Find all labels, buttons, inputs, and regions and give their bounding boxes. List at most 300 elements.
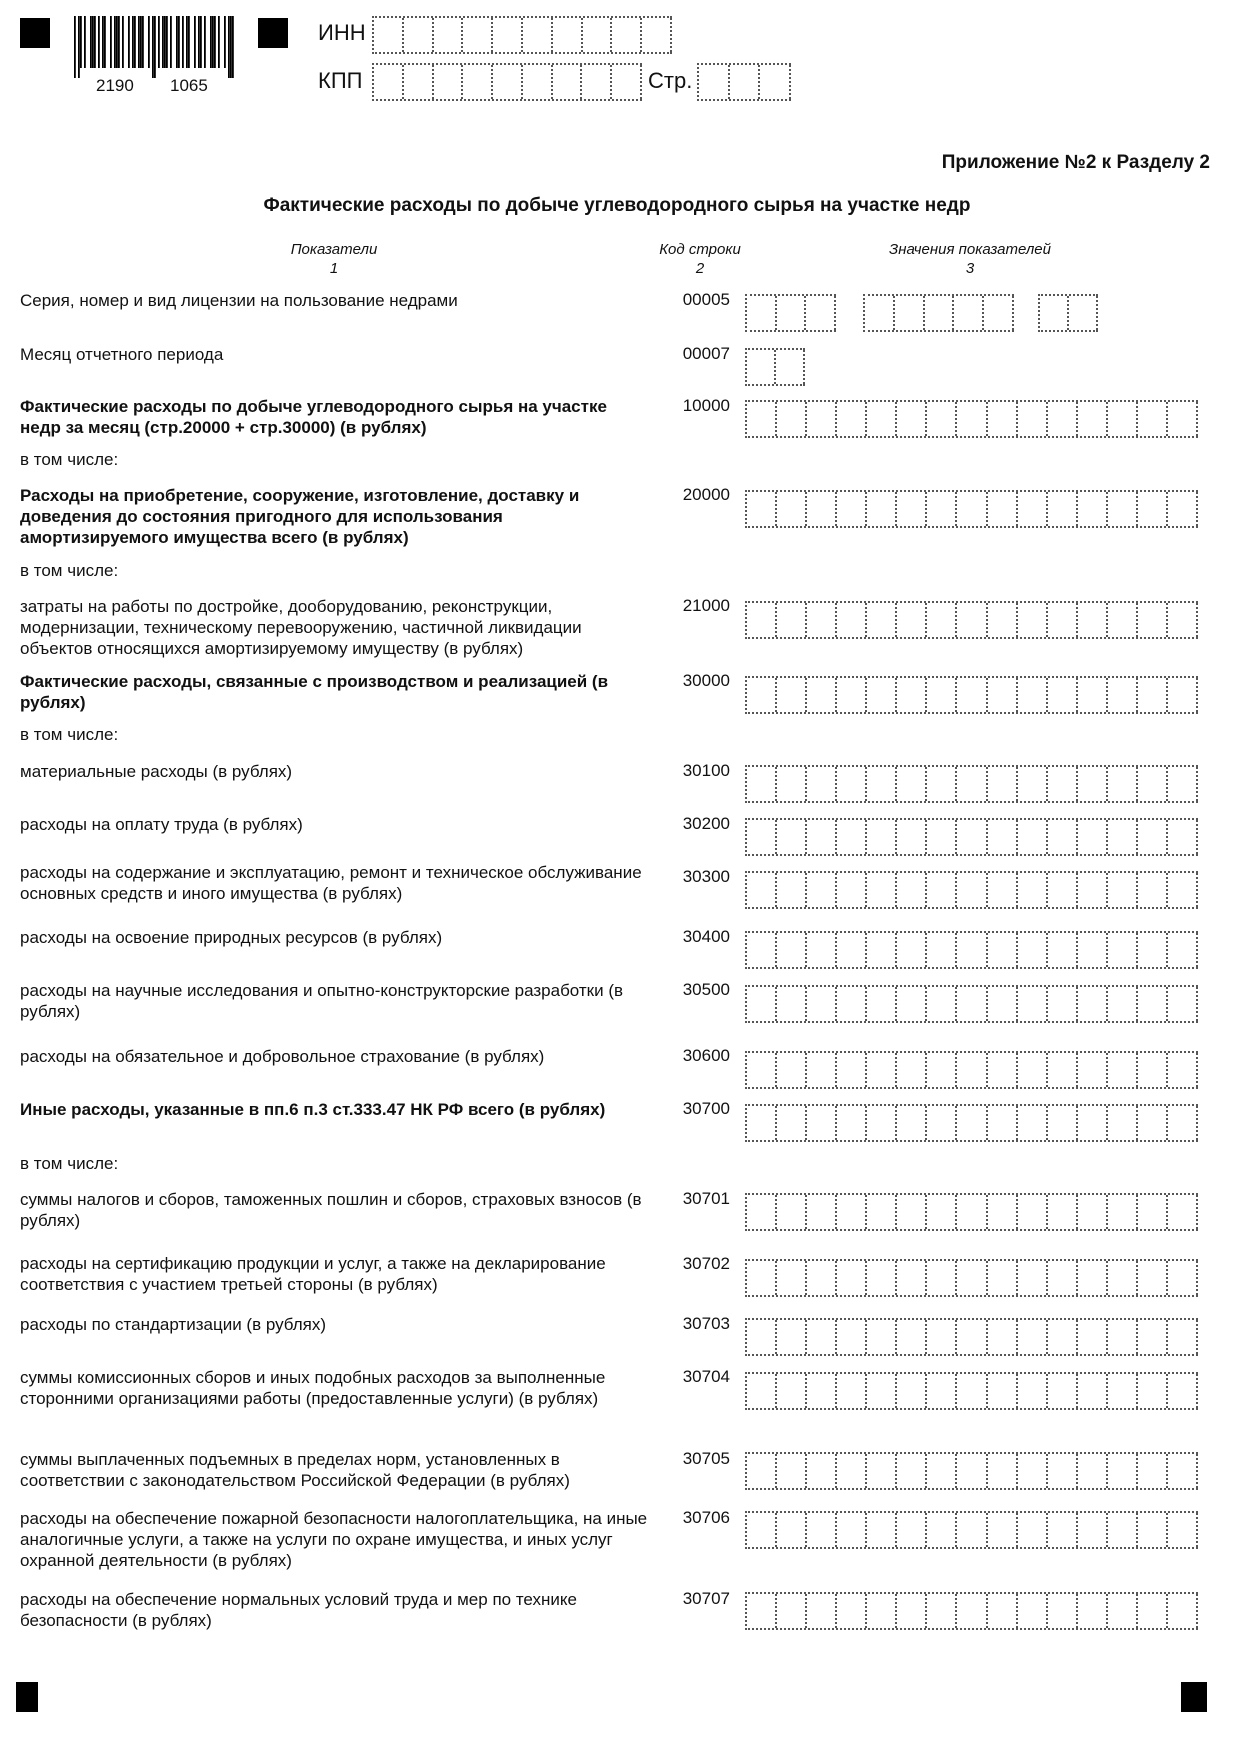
digit-cell[interactable] [1018, 820, 1048, 854]
digit-cell[interactable] [1078, 678, 1108, 712]
value-field-30300[interactable] [745, 871, 1198, 909]
digit-cell[interactable] [747, 1053, 777, 1087]
digit-cell[interactable] [1168, 1454, 1198, 1488]
digit-cell[interactable] [612, 65, 642, 99]
digit-cell[interactable] [957, 603, 987, 637]
value-field-30000[interactable] [745, 676, 1198, 714]
digit-cell[interactable] [434, 65, 464, 99]
digit-cell[interactable] [1018, 402, 1048, 436]
digit-cell[interactable] [747, 1261, 777, 1295]
digit-cell[interactable] [837, 1195, 867, 1229]
digit-cell[interactable] [837, 820, 867, 854]
value-field-21000[interactable] [745, 601, 1198, 639]
digit-cell[interactable] [927, 873, 957, 907]
digit-cell[interactable] [747, 1594, 777, 1628]
digit-cell[interactable] [927, 1454, 957, 1488]
digit-cell[interactable] [957, 987, 987, 1021]
digit-cell[interactable] [1108, 767, 1138, 801]
digit-cell[interactable] [807, 1594, 837, 1628]
digit-cell[interactable] [927, 603, 957, 637]
digit-cell[interactable] [865, 296, 895, 330]
digit-cell[interactable] [867, 1594, 897, 1628]
digit-cell[interactable] [1048, 820, 1078, 854]
digit-cell[interactable] [1108, 1594, 1138, 1628]
digit-cell[interactable] [837, 1053, 867, 1087]
digit-cell[interactable] [807, 767, 837, 801]
digit-cell[interactable] [1168, 1513, 1198, 1547]
digit-cell[interactable] [1138, 678, 1168, 712]
digit-cell[interactable] [1048, 402, 1078, 436]
digit-cell[interactable] [1048, 767, 1078, 801]
digit-cell[interactable] [747, 1513, 777, 1547]
digit-cell[interactable] [1078, 1513, 1108, 1547]
digit-cell[interactable] [1078, 1374, 1108, 1408]
digit-cell[interactable] [777, 603, 807, 637]
digit-cell[interactable] [1078, 1106, 1108, 1140]
digit-cell[interactable] [1108, 678, 1138, 712]
digit-cell[interactable] [747, 1374, 777, 1408]
page-number-field[interactable] [697, 63, 791, 101]
digit-cell[interactable] [897, 603, 927, 637]
digit-cell[interactable] [807, 1053, 837, 1087]
value-field-30700[interactable] [745, 1104, 1198, 1142]
value-field-30500[interactable] [745, 985, 1198, 1023]
digit-cell[interactable] [374, 18, 404, 52]
digit-cell[interactable] [1048, 1261, 1078, 1295]
digit-cell[interactable] [747, 296, 777, 330]
value-field-00007[interactable] [745, 348, 805, 386]
digit-cell[interactable] [1138, 1454, 1168, 1488]
digit-cell[interactable] [1048, 987, 1078, 1021]
digit-cell[interactable] [837, 1594, 867, 1628]
digit-cell[interactable] [1048, 1513, 1078, 1547]
digit-cell[interactable] [777, 1053, 807, 1087]
digit-cell[interactable] [1168, 873, 1198, 907]
value-field-10000[interactable] [745, 400, 1198, 438]
digit-cell[interactable] [807, 1320, 837, 1354]
digit-cell[interactable] [807, 1513, 837, 1547]
digit-cell[interactable] [867, 1053, 897, 1087]
digit-cell[interactable] [777, 1261, 807, 1295]
digit-cell[interactable] [553, 18, 583, 52]
digit-cell[interactable] [777, 767, 807, 801]
digit-cell[interactable] [1048, 1053, 1078, 1087]
digit-cell[interactable] [1078, 873, 1108, 907]
digit-cell[interactable] [1069, 296, 1098, 330]
digit-cell[interactable] [1168, 1053, 1198, 1087]
digit-cell[interactable] [642, 18, 672, 52]
digit-cell[interactable] [777, 1195, 807, 1229]
digit-cell[interactable] [837, 1320, 867, 1354]
digit-cell[interactable] [1138, 1261, 1168, 1295]
digit-cell[interactable] [867, 873, 897, 907]
digit-cell[interactable] [897, 1374, 927, 1408]
digit-cell[interactable] [1138, 1374, 1168, 1408]
digit-cell[interactable] [1108, 1261, 1138, 1295]
digit-cell[interactable] [747, 1320, 777, 1354]
digit-cell[interactable] [747, 820, 777, 854]
value-field-30706[interactable] [745, 1511, 1198, 1549]
digit-cell[interactable] [988, 1454, 1018, 1488]
digit-cell[interactable] [699, 65, 730, 99]
value-field-30100[interactable] [745, 765, 1198, 803]
digit-cell[interactable] [777, 296, 807, 330]
digit-cell[interactable] [837, 1261, 867, 1295]
digit-cell[interactable] [1018, 1594, 1048, 1628]
digit-cell[interactable] [957, 1261, 987, 1295]
digit-cell[interactable] [1108, 1320, 1138, 1354]
digit-cell[interactable] [927, 1053, 957, 1087]
digit-cell[interactable] [957, 1374, 987, 1408]
value-field-30200[interactable] [745, 818, 1198, 856]
digit-cell[interactable] [837, 987, 867, 1021]
digit-cell[interactable] [1168, 1374, 1198, 1408]
digit-cell[interactable] [927, 402, 957, 436]
digit-cell[interactable] [988, 1261, 1018, 1295]
digit-cell[interactable] [1018, 1261, 1048, 1295]
digit-cell[interactable] [1078, 1320, 1108, 1354]
digit-cell[interactable] [927, 820, 957, 854]
digit-cell[interactable] [1108, 1513, 1138, 1547]
digit-cell[interactable] [1138, 1195, 1168, 1229]
digit-cell[interactable] [747, 1106, 777, 1140]
digit-cell[interactable] [988, 873, 1018, 907]
digit-cell[interactable] [867, 987, 897, 1021]
digit-cell[interactable] [1018, 1195, 1048, 1229]
digit-cell[interactable] [1108, 492, 1138, 526]
digit-cell[interactable] [747, 1454, 777, 1488]
digit-cell[interactable] [1138, 767, 1168, 801]
digit-cell[interactable] [927, 678, 957, 712]
digit-cell[interactable] [807, 402, 837, 436]
digit-cell[interactable] [777, 678, 807, 712]
digit-cell[interactable] [957, 492, 987, 526]
digit-cell[interactable] [463, 65, 493, 99]
digit-cell[interactable] [988, 678, 1018, 712]
digit-cell[interactable] [777, 1374, 807, 1408]
digit-cell[interactable] [957, 873, 987, 907]
digit-cell[interactable] [582, 65, 612, 99]
digit-cell[interactable] [957, 1320, 987, 1354]
digit-cell[interactable] [777, 1320, 807, 1354]
digit-cell[interactable] [747, 678, 777, 712]
digit-cell[interactable] [837, 678, 867, 712]
digit-cell[interactable] [957, 1053, 987, 1087]
digit-cell[interactable] [583, 18, 613, 52]
digit-cell[interactable] [837, 1454, 867, 1488]
digit-cell[interactable] [837, 873, 867, 907]
digit-cell[interactable] [1018, 1320, 1048, 1354]
digit-cell[interactable] [837, 492, 867, 526]
digit-cell[interactable] [1048, 873, 1078, 907]
digit-cell[interactable] [988, 987, 1018, 1021]
digit-cell[interactable] [867, 1261, 897, 1295]
digit-cell[interactable] [988, 1053, 1018, 1087]
digit-cell[interactable] [777, 1513, 807, 1547]
digit-cell[interactable] [897, 492, 927, 526]
digit-cell[interactable] [493, 65, 523, 99]
digit-cell[interactable] [777, 873, 807, 907]
digit-cell[interactable] [1018, 603, 1048, 637]
digit-cell[interactable] [1108, 820, 1138, 854]
value-field-00005-part-2[interactable] [863, 294, 1014, 332]
kpp-field[interactable] [372, 63, 642, 101]
digit-cell[interactable] [897, 1513, 927, 1547]
digit-cell[interactable] [897, 767, 927, 801]
digit-cell[interactable] [1108, 873, 1138, 907]
digit-cell[interactable] [404, 65, 434, 99]
digit-cell[interactable] [927, 987, 957, 1021]
digit-cell[interactable] [1078, 1594, 1108, 1628]
digit-cell[interactable] [747, 933, 777, 967]
digit-cell[interactable] [760, 65, 791, 99]
digit-cell[interactable] [988, 1513, 1018, 1547]
digit-cell[interactable] [1138, 1513, 1168, 1547]
digit-cell[interactable] [957, 1513, 987, 1547]
digit-cell[interactable] [1108, 933, 1138, 967]
digit-cell[interactable] [807, 1261, 837, 1295]
digit-cell[interactable] [747, 1195, 777, 1229]
digit-cell[interactable] [988, 933, 1018, 967]
digit-cell[interactable] [897, 402, 927, 436]
digit-cell[interactable] [1048, 678, 1078, 712]
digit-cell[interactable] [807, 987, 837, 1021]
digit-cell[interactable] [807, 933, 837, 967]
digit-cell[interactable] [925, 296, 955, 330]
digit-cell[interactable] [1108, 1454, 1138, 1488]
digit-cell[interactable] [747, 987, 777, 1021]
digit-cell[interactable] [867, 1106, 897, 1140]
digit-cell[interactable] [1108, 1106, 1138, 1140]
digit-cell[interactable] [1138, 1594, 1168, 1628]
digit-cell[interactable] [897, 873, 927, 907]
digit-cell[interactable] [897, 1195, 927, 1229]
value-field-30704[interactable] [745, 1372, 1198, 1410]
digit-cell[interactable] [867, 820, 897, 854]
digit-cell[interactable] [867, 492, 897, 526]
digit-cell[interactable] [777, 1106, 807, 1140]
digit-cell[interactable] [1138, 402, 1168, 436]
digit-cell[interactable] [1018, 767, 1048, 801]
digit-cell[interactable] [747, 873, 777, 907]
digit-cell[interactable] [1168, 1261, 1198, 1295]
digit-cell[interactable] [1138, 1053, 1168, 1087]
digit-cell[interactable] [957, 1195, 987, 1229]
digit-cell[interactable] [954, 296, 984, 330]
digit-cell[interactable] [1048, 1594, 1078, 1628]
digit-cell[interactable] [897, 1594, 927, 1628]
digit-cell[interactable] [1018, 1374, 1048, 1408]
digit-cell[interactable] [1018, 1053, 1048, 1087]
digit-cell[interactable] [807, 820, 837, 854]
digit-cell[interactable] [553, 65, 583, 99]
digit-cell[interactable] [747, 350, 776, 384]
digit-cell[interactable] [897, 1454, 927, 1488]
digit-cell[interactable] [1078, 603, 1108, 637]
value-field-20000[interactable] [745, 490, 1198, 528]
digit-cell[interactable] [927, 1106, 957, 1140]
digit-cell[interactable] [1138, 820, 1168, 854]
digit-cell[interactable] [988, 603, 1018, 637]
digit-cell[interactable] [1168, 492, 1198, 526]
digit-cell[interactable] [895, 296, 925, 330]
digit-cell[interactable] [777, 987, 807, 1021]
digit-cell[interactable] [927, 1195, 957, 1229]
digit-cell[interactable] [1138, 933, 1168, 967]
digit-cell[interactable] [1168, 402, 1198, 436]
digit-cell[interactable] [984, 296, 1014, 330]
digit-cell[interactable] [867, 1195, 897, 1229]
digit-cell[interactable] [867, 1513, 897, 1547]
digit-cell[interactable] [897, 820, 927, 854]
digit-cell[interactable] [777, 1454, 807, 1488]
digit-cell[interactable] [1048, 933, 1078, 967]
digit-cell[interactable] [523, 65, 553, 99]
digit-cell[interactable] [957, 820, 987, 854]
digit-cell[interactable] [927, 1594, 957, 1628]
digit-cell[interactable] [897, 678, 927, 712]
digit-cell[interactable] [1018, 1513, 1048, 1547]
value-field-30701[interactable] [745, 1193, 1198, 1231]
digit-cell[interactable] [897, 1106, 927, 1140]
digit-cell[interactable] [374, 65, 404, 99]
digit-cell[interactable] [988, 1195, 1018, 1229]
digit-cell[interactable] [1048, 492, 1078, 526]
digit-cell[interactable] [1108, 1195, 1138, 1229]
value-field-00005-part-1[interactable] [745, 294, 836, 332]
digit-cell[interactable] [1138, 1106, 1168, 1140]
digit-cell[interactable] [957, 1454, 987, 1488]
digit-cell[interactable] [897, 1261, 927, 1295]
digit-cell[interactable] [777, 820, 807, 854]
digit-cell[interactable] [776, 350, 805, 384]
value-field-30600[interactable] [745, 1051, 1198, 1089]
digit-cell[interactable] [867, 1374, 897, 1408]
value-field-00005-part-3[interactable] [1038, 294, 1098, 332]
digit-cell[interactable] [493, 18, 523, 52]
digit-cell[interactable] [1078, 402, 1108, 436]
value-field-30702[interactable] [745, 1259, 1198, 1297]
digit-cell[interactable] [1048, 1454, 1078, 1488]
digit-cell[interactable] [1078, 1454, 1108, 1488]
digit-cell[interactable] [988, 1374, 1018, 1408]
digit-cell[interactable] [897, 1320, 927, 1354]
digit-cell[interactable] [1168, 767, 1198, 801]
digit-cell[interactable] [927, 1261, 957, 1295]
digit-cell[interactable] [837, 767, 867, 801]
digit-cell[interactable] [927, 1374, 957, 1408]
digit-cell[interactable] [777, 1594, 807, 1628]
digit-cell[interactable] [957, 767, 987, 801]
digit-cell[interactable] [988, 402, 1018, 436]
value-field-30705[interactable] [745, 1452, 1198, 1490]
digit-cell[interactable] [404, 18, 434, 52]
digit-cell[interactable] [837, 933, 867, 967]
digit-cell[interactable] [434, 18, 464, 52]
digit-cell[interactable] [1168, 933, 1198, 967]
digit-cell[interactable] [1018, 933, 1048, 967]
digit-cell[interactable] [867, 678, 897, 712]
digit-cell[interactable] [807, 1374, 837, 1408]
digit-cell[interactable] [837, 1374, 867, 1408]
digit-cell[interactable] [1168, 987, 1198, 1021]
digit-cell[interactable] [1108, 603, 1138, 637]
digit-cell[interactable] [1048, 1374, 1078, 1408]
digit-cell[interactable] [1078, 1195, 1108, 1229]
digit-cell[interactable] [867, 767, 897, 801]
digit-cell[interactable] [807, 678, 837, 712]
digit-cell[interactable] [1078, 933, 1108, 967]
inn-field[interactable] [372, 16, 672, 54]
digit-cell[interactable] [1108, 1374, 1138, 1408]
digit-cell[interactable] [1048, 603, 1078, 637]
digit-cell[interactable] [867, 933, 897, 967]
digit-cell[interactable] [927, 767, 957, 801]
digit-cell[interactable] [897, 1053, 927, 1087]
digit-cell[interactable] [927, 1513, 957, 1547]
digit-cell[interactable] [837, 603, 867, 637]
digit-cell[interactable] [1138, 873, 1168, 907]
digit-cell[interactable] [867, 1454, 897, 1488]
value-field-30707[interactable] [745, 1592, 1198, 1630]
digit-cell[interactable] [957, 1106, 987, 1140]
digit-cell[interactable] [1040, 296, 1069, 330]
digit-cell[interactable] [1168, 1320, 1198, 1354]
digit-cell[interactable] [1138, 987, 1168, 1021]
digit-cell[interactable] [1078, 987, 1108, 1021]
digit-cell[interactable] [837, 1106, 867, 1140]
digit-cell[interactable] [747, 492, 777, 526]
digit-cell[interactable] [730, 65, 761, 99]
digit-cell[interactable] [837, 402, 867, 436]
digit-cell[interactable] [1018, 492, 1048, 526]
digit-cell[interactable] [1078, 1053, 1108, 1087]
digit-cell[interactable] [1018, 678, 1048, 712]
digit-cell[interactable] [612, 18, 642, 52]
digit-cell[interactable] [957, 933, 987, 967]
value-field-30400[interactable] [745, 931, 1198, 969]
digit-cell[interactable] [1168, 603, 1198, 637]
digit-cell[interactable] [988, 1594, 1018, 1628]
digit-cell[interactable] [988, 1320, 1018, 1354]
digit-cell[interactable] [1138, 492, 1168, 526]
digit-cell[interactable] [837, 1513, 867, 1547]
digit-cell[interactable] [1048, 1320, 1078, 1354]
digit-cell[interactable] [988, 1106, 1018, 1140]
digit-cell[interactable] [867, 603, 897, 637]
digit-cell[interactable] [1108, 987, 1138, 1021]
digit-cell[interactable] [777, 492, 807, 526]
digit-cell[interactable] [1168, 1594, 1198, 1628]
digit-cell[interactable] [1078, 492, 1108, 526]
digit-cell[interactable] [1168, 820, 1198, 854]
digit-cell[interactable] [1168, 1195, 1198, 1229]
digit-cell[interactable] [1018, 1454, 1048, 1488]
digit-cell[interactable] [897, 987, 927, 1021]
digit-cell[interactable] [1168, 1106, 1198, 1140]
digit-cell[interactable] [988, 767, 1018, 801]
digit-cell[interactable] [1078, 1261, 1108, 1295]
digit-cell[interactable] [777, 402, 807, 436]
digit-cell[interactable] [1018, 873, 1048, 907]
digit-cell[interactable] [927, 1320, 957, 1354]
digit-cell[interactable] [777, 933, 807, 967]
digit-cell[interactable] [867, 1320, 897, 1354]
digit-cell[interactable] [806, 296, 836, 330]
digit-cell[interactable] [807, 603, 837, 637]
digit-cell[interactable] [988, 820, 1018, 854]
digit-cell[interactable] [927, 492, 957, 526]
